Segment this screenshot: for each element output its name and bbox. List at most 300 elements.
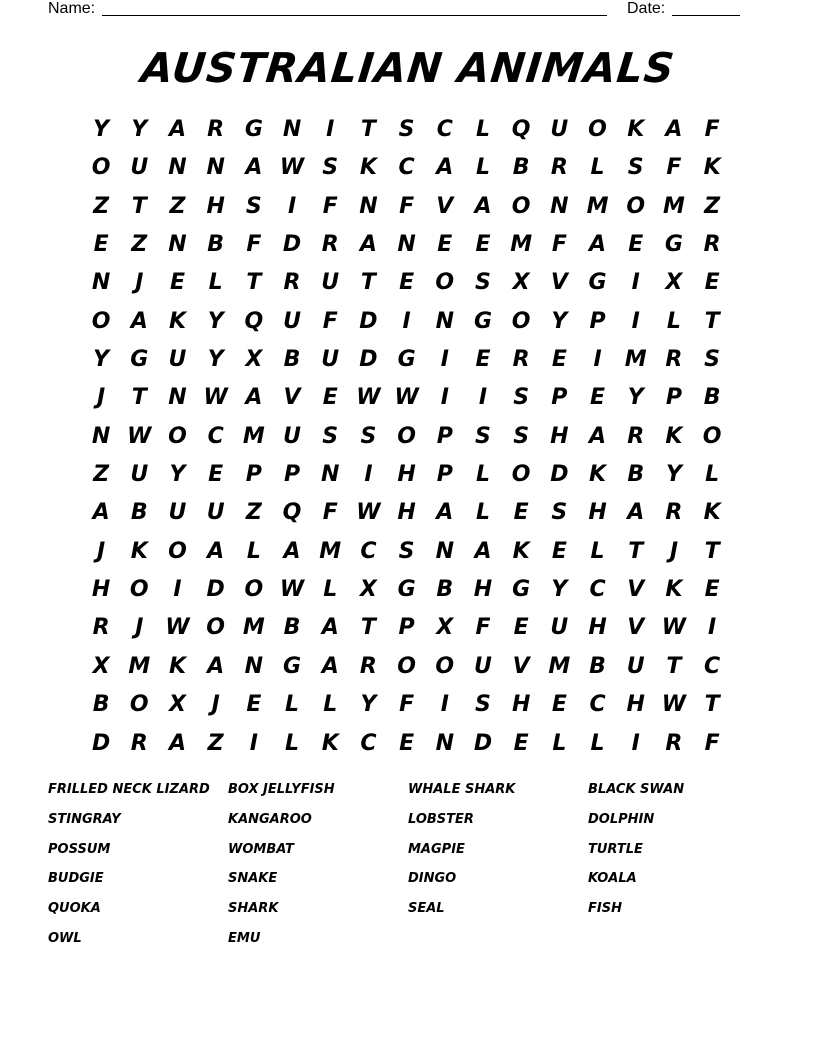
grid-letter: I [249, 730, 258, 756]
grid-letter: R [550, 155, 568, 181]
grid-letter: C [436, 117, 453, 142]
grid-letter: L [246, 538, 261, 564]
grid-letter: F [475, 615, 491, 641]
grid-letter: W [356, 500, 381, 526]
grid-letter: K [627, 117, 645, 142]
grid-letter: I [631, 270, 640, 296]
grid-letter: B [130, 500, 148, 526]
grid-letter: O [702, 423, 722, 449]
grid-letter: U [130, 462, 149, 488]
grid-letter: K [512, 538, 530, 564]
grid-letter: Y [360, 692, 377, 718]
grid-letter: N [435, 538, 454, 564]
grid-letter: K [665, 577, 683, 603]
grid-letter: A [436, 155, 454, 181]
grid-letter: O [626, 193, 646, 219]
grid-letter: E [551, 347, 567, 373]
grid-letter: T [704, 692, 720, 718]
grid-letter: T [628, 538, 644, 564]
grid-letter: T [666, 653, 682, 679]
grid-letter: H [626, 692, 645, 718]
word-list-item: KOALA [588, 871, 637, 887]
grid-letter: A [474, 538, 492, 564]
grid-letter: A [207, 653, 225, 679]
grid-letter: O [91, 155, 111, 181]
grid-letter: I [440, 347, 449, 373]
grid-letter: N [397, 232, 416, 258]
word-list-item: SNAKE [228, 871, 278, 887]
word-list-item: WHALE SHARK [408, 782, 516, 797]
grid-letter: O [511, 193, 531, 219]
word-list-item: SEAL [408, 901, 445, 917]
grid-letter: B [703, 385, 721, 411]
grid-letter: R [665, 500, 683, 526]
grid-letter: K [168, 653, 186, 679]
grid-letter: Y [169, 462, 186, 488]
grid-letter: D [359, 308, 378, 334]
word-list-item: SHARK [228, 901, 279, 917]
grid-letter: N [91, 423, 111, 449]
grid-letter: Z [207, 730, 224, 756]
grid-letter: E [628, 232, 644, 258]
grid-letter: F [246, 232, 262, 258]
grid-letter: D [473, 730, 493, 756]
grid-letter: M [242, 423, 265, 449]
grid-letter: E [513, 500, 529, 526]
grid-letter: U [206, 500, 225, 526]
grid-letter: B [512, 155, 530, 181]
grid-letter: U [321, 270, 340, 296]
grid-letter: F [322, 193, 338, 219]
grid-letter: R [283, 270, 301, 296]
grid-letter: V [627, 577, 645, 603]
grid-letter: Z [245, 500, 262, 526]
grid-letter: Z [93, 193, 110, 219]
grid-letter: A [665, 117, 683, 142]
grid-letter: V [550, 270, 568, 296]
grid-letter: P [283, 462, 301, 488]
grid-letter: I [326, 117, 335, 142]
grid-letter: U [283, 423, 301, 449]
grid-letter: A [207, 538, 225, 564]
grid-letter: E [246, 692, 262, 718]
grid-letter: O [168, 538, 187, 564]
grid-letter: L [666, 308, 681, 334]
grid-letter: X [436, 615, 454, 641]
grid-letter: A [321, 653, 339, 679]
grid-letter: P [245, 462, 262, 488]
grid-letter: A [321, 615, 339, 641]
grid-letter: H [588, 615, 607, 641]
grid-letter: W [356, 385, 381, 411]
grid-letter: W [279, 577, 305, 603]
grid-letter: S [513, 423, 530, 449]
grid-letter: H [473, 577, 493, 603]
grid-letter: T [360, 270, 376, 296]
word-list [48, 780, 768, 959]
grid-letter: I [593, 347, 602, 373]
grid-letter: L [590, 155, 605, 181]
grid-letter: D [550, 462, 569, 488]
grid-letter: L [475, 462, 490, 488]
grid-letter: T [704, 308, 720, 334]
grid-letter: O [397, 653, 416, 679]
grid-letter: U [168, 500, 187, 526]
grid-letter: S [475, 692, 491, 718]
grid-letter: R [321, 232, 339, 258]
name-date-header [48, 0, 748, 20]
grid-letter: R [627, 423, 645, 449]
grid-letter: Z [93, 462, 110, 488]
grid-letter: S [322, 423, 339, 449]
grid-letter: A [474, 193, 492, 219]
grid-letter: X [665, 270, 683, 296]
grid-letter: X [92, 653, 110, 679]
grid-letter: U [474, 653, 492, 679]
grid-letter: S [704, 347, 721, 373]
grid-letter: F [399, 692, 415, 718]
grid-letter: B [92, 692, 110, 718]
grid-letter: I [478, 385, 488, 411]
grid-letter: F [399, 193, 415, 219]
grid-letter: H [511, 692, 531, 718]
grid-letter: V [436, 193, 454, 219]
grid-letter: A [589, 232, 607, 258]
grid-letter: J [135, 270, 144, 296]
word-list-item: DOLPHIN [588, 811, 655, 827]
grid-letter: Y [93, 347, 110, 373]
grid-letter: H [397, 500, 416, 526]
grid-letter: E [475, 232, 491, 258]
grid-letter: N [168, 155, 187, 181]
word-list-item: FRILLED NECK LIZARD [48, 782, 210, 797]
grid-letter: U [168, 347, 187, 373]
grid-letter: P [589, 308, 606, 334]
grid-letter: L [285, 692, 300, 718]
grid-letter: L [323, 692, 338, 718]
grid-letter: G [130, 347, 149, 373]
grid-letter: N [321, 462, 340, 488]
grid-letter: L [590, 730, 605, 756]
grid-letter: N [91, 270, 111, 296]
grid-letter: X [359, 577, 377, 603]
grid-letter: U [626, 653, 645, 679]
grid-letter: L [475, 155, 490, 181]
grid-letter: L [475, 500, 490, 526]
name-label: Name: [48, 0, 96, 17]
grid-letter: Y [131, 117, 148, 142]
grid-letter: N [168, 232, 187, 258]
grid-letter: J [97, 538, 106, 564]
word-list-item: BUDGIE [48, 871, 104, 887]
grid-letter: L [285, 730, 300, 756]
grid-letter: L [590, 538, 605, 564]
grid-letter: E [704, 577, 720, 603]
grid-letter: E [551, 538, 567, 564]
grid-letter: E [590, 385, 606, 411]
grid-letter: A [627, 500, 645, 526]
grid-letter: E [399, 730, 415, 756]
grid-letter: L [705, 462, 720, 488]
grid-letter: G [244, 117, 263, 142]
grid-letter: M [242, 615, 265, 641]
grid-letter: W [203, 385, 228, 411]
grid-letter: E [551, 692, 567, 718]
grid-letter: O [511, 308, 531, 334]
grid-letter: B [627, 462, 645, 488]
grid-letter: O [129, 577, 149, 603]
date-blank-line [672, 15, 740, 16]
word-list-item: OWL [48, 930, 82, 946]
grid-letter: A [168, 730, 186, 756]
grid-letter: V [627, 615, 645, 641]
grid-letter: O [168, 423, 187, 449]
grid-letter: G [664, 232, 683, 258]
grid-letter: P [436, 423, 453, 449]
grid-letter: E [475, 347, 491, 373]
grid-letter: A [92, 500, 110, 526]
grid-letter: I [708, 615, 717, 641]
grid-letter: D [206, 577, 225, 603]
grid-letter: X [512, 270, 530, 296]
grid-letter: R [207, 117, 225, 142]
word-list-item: BOX JELLYFISH [228, 782, 335, 797]
grid-letter: O [206, 615, 225, 641]
grid-letter: B [436, 577, 454, 603]
grid-letter: W [279, 155, 305, 181]
letter-grid [82, 111, 731, 763]
grid-letter: K [130, 538, 148, 564]
grid-letter: O [91, 308, 111, 334]
grid-letter: Z [169, 193, 186, 219]
grid-letter: P [436, 462, 453, 488]
grid-letter: N [550, 193, 569, 219]
grid-letter: K [359, 155, 377, 181]
grid-letter: P [551, 385, 568, 411]
grid-letter: C [360, 730, 377, 756]
grid-letter: C [398, 155, 415, 181]
grid-letter: C [207, 423, 224, 449]
grid-letter: K [589, 462, 607, 488]
grid-letter: S [360, 423, 377, 449]
grid-letter: G [588, 270, 607, 296]
word-list-item: WOMBAT [228, 841, 294, 857]
grid-letter: P [398, 615, 415, 641]
grid-letter: D [282, 232, 302, 258]
grid-letter: C [704, 653, 721, 679]
page-title: AUSTRALIAN ANIMALS [138, 44, 678, 92]
grid-letter: W [661, 692, 687, 718]
grid-letter: W [661, 615, 687, 641]
grid-letter: S [322, 155, 339, 181]
grid-letter: I [631, 730, 640, 756]
grid-letter: O [435, 653, 455, 679]
grid-letter: T [246, 270, 262, 296]
grid-letter: V [512, 653, 530, 679]
grid-letter: A [436, 500, 454, 526]
grid-letter: A [245, 385, 263, 411]
grid-letter: S [398, 117, 415, 142]
grid-letter: R [665, 730, 683, 756]
grid-letter: G [397, 577, 416, 603]
grid-letter: I [440, 385, 449, 411]
grid-letter: B [207, 232, 225, 258]
grid-letter: Q [511, 117, 531, 142]
grid-letter: F [551, 232, 567, 258]
grid-letter: U [550, 117, 569, 142]
grid-letter: G [512, 577, 531, 603]
grid-letter: I [440, 692, 449, 718]
grid-letter: A [283, 538, 301, 564]
grid-letter: Y [207, 347, 224, 373]
grid-letter: X [168, 692, 186, 718]
grid-letter: A [245, 155, 263, 181]
grid-letter: A [168, 117, 186, 142]
grid-letter: R [359, 653, 377, 679]
grid-letter: A [359, 232, 377, 258]
grid-letter: U [283, 308, 301, 334]
grid-letter: S [475, 423, 491, 449]
grid-letter: L [552, 730, 567, 756]
word-list-item: EMU [228, 930, 261, 946]
grid-letter: U [550, 615, 569, 641]
grid-letter: E [437, 232, 453, 258]
grid-letter: N [435, 730, 454, 756]
grid-letter: M [586, 193, 609, 219]
grid-letter: T [360, 615, 376, 641]
grid-letter: Y [665, 462, 682, 488]
grid-letter: M [662, 193, 685, 219]
grid-letter: H [588, 500, 607, 526]
grid-letter: J [97, 385, 106, 411]
grid-letter: M [624, 347, 647, 373]
grid-letter: J [211, 692, 220, 718]
grid-letter: E [513, 615, 529, 641]
grid-letter: H [91, 577, 111, 603]
grid-letter: Y [551, 308, 568, 334]
grid-letter: E [322, 385, 338, 411]
grid-letter: I [364, 462, 373, 488]
grid-letter: R [130, 730, 148, 756]
grid-letter: Y [627, 385, 644, 411]
grid-letter: G [473, 308, 492, 334]
grid-letter: R [703, 232, 721, 258]
grid-letter: M [548, 653, 571, 679]
grid-letter: R [512, 347, 530, 373]
grid-letter: I [173, 577, 182, 603]
grid-letter: H [397, 462, 416, 488]
grid-letter: F [322, 308, 338, 334]
grid-letter: U [130, 155, 149, 181]
grid-letter: B [283, 615, 301, 641]
grid-letter: C [360, 538, 377, 564]
grid-letter: S [475, 270, 491, 296]
grid-letter: W [394, 385, 419, 411]
grid-letter: I [287, 193, 297, 219]
grid-letter: M [510, 232, 533, 258]
grid-letter: G [283, 653, 302, 679]
grid-letter: K [321, 730, 339, 756]
grid-letter: F [666, 155, 682, 181]
grid-letter: B [283, 347, 301, 373]
grid-letter: S [627, 155, 644, 181]
word-list-item: POSSUM [48, 841, 111, 857]
grid-letter: L [475, 117, 490, 142]
grid-letter: Z [131, 232, 148, 258]
grid-letter: O [397, 423, 416, 449]
grid-letter: E [704, 270, 720, 296]
grid-letter: I [631, 308, 640, 334]
word-list-item: STINGRAY [48, 811, 121, 827]
grid-letter: R [92, 615, 110, 641]
word-list-item: TURTLE [588, 841, 643, 857]
grid-letter: J [135, 615, 144, 641]
grid-letter: E [93, 232, 109, 258]
grid-letter: N [168, 385, 187, 411]
grid-letter: Q [244, 308, 264, 334]
date-label: Date: [627, 0, 666, 17]
word-list-item: QUOKA [48, 901, 101, 917]
grid-letter: E [208, 462, 224, 488]
grid-letter: H [550, 423, 569, 449]
word-list-item: KANGAROO [228, 811, 312, 827]
grid-letter: B [589, 653, 606, 679]
grid-letter: Y [93, 117, 110, 142]
grid-letter: O [588, 117, 607, 142]
grid-letter: S [551, 500, 568, 526]
grid-letter: N [244, 653, 264, 679]
grid-letter: U [321, 347, 340, 373]
grid-letter: O [435, 270, 455, 296]
grid-letter: T [131, 193, 147, 219]
grid-letter: Y [207, 308, 224, 334]
grid-letter: N [206, 155, 225, 181]
grid-letter: H [206, 193, 225, 219]
grid-letter: S [513, 385, 530, 411]
grid-letter: E [513, 730, 529, 756]
grid-letter: R [665, 347, 683, 373]
grid-letter: L [323, 577, 338, 603]
grid-letter: F [704, 730, 720, 756]
grid-letter: K [168, 308, 186, 334]
grid-letter: I [402, 308, 411, 334]
grid-letter: O [244, 577, 264, 603]
grid-letter: N [282, 117, 302, 142]
grid-letter: P [665, 385, 682, 411]
grid-letter: T [360, 117, 376, 142]
grid-letter: K [665, 423, 683, 449]
grid-letter: M [128, 653, 151, 679]
grid-letter: C [589, 577, 606, 603]
grid-letter: V [283, 385, 301, 411]
grid-letter: S [398, 538, 415, 564]
grid-letter: F [322, 500, 338, 526]
grid-letter: K [703, 155, 721, 181]
grid-letter: O [129, 692, 149, 718]
grid-letter: W [165, 615, 190, 641]
grid-letter: T [131, 385, 147, 411]
grid-letter: C [589, 692, 606, 718]
grid-letter: E [169, 270, 185, 296]
word-list-item: MAGPIE [408, 841, 465, 857]
grid-letter: G [397, 347, 416, 373]
grid-letter: N [359, 193, 378, 219]
grid-letter: S [245, 193, 262, 219]
grid-letter: Y [551, 577, 568, 603]
word-list-item: BLACK SWAN [588, 782, 685, 797]
name-blank-line [102, 15, 607, 16]
grid-letter: L [208, 270, 223, 296]
